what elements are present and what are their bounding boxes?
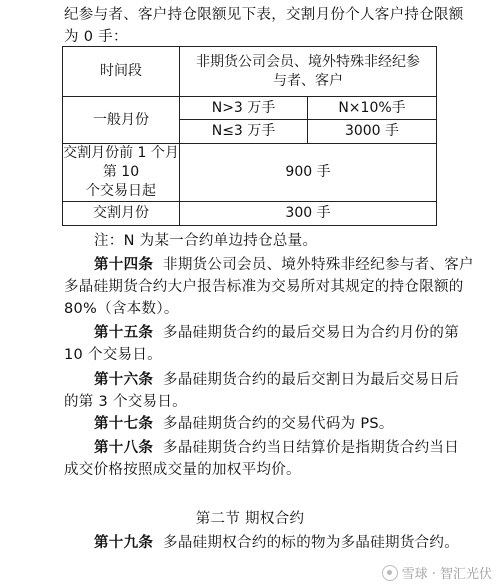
table-row: [63, 202, 437, 226]
table-row: [63, 144, 437, 202]
delivery-limit-cell: 300 手: [180, 202, 437, 226]
general-month-cell: 一般月份: [63, 97, 180, 144]
article-18-label: 第十八条: [94, 440, 154, 456]
header-period: 时间段: [63, 47, 180, 97]
cond-gt-cell: N>3 万手: [180, 97, 308, 120]
article-15-line-2: 10 个交易日。: [64, 347, 162, 363]
article-17-label: 第十七条: [94, 416, 154, 432]
article-14-line-3: 80%（含本数）。: [64, 301, 179, 317]
article-16-line-1: 第十六条 多晶硅期货合约的最后交割日为最后交易日后: [94, 372, 460, 388]
article-16-label: 第十六条: [94, 372, 154, 388]
limit-le-cell: 3000 手: [308, 120, 437, 144]
article-16-line-2: 的第 3 个交易日。: [64, 394, 187, 410]
article-18-line-1: 第十八条 多晶硅期货合约当日结算价是指期货合约当日: [94, 440, 460, 456]
watermark: [382, 563, 492, 582]
article-14-line-1: 第十四条 非期货公司会员、境外特殊非经纪参与者、客户: [94, 257, 474, 273]
watermark-text: 雪球 · 智汇光伏: [401, 567, 492, 582]
delivery-month-cell: 交割月份: [63, 202, 180, 226]
limit-gt-cell: N×10%手: [308, 97, 437, 120]
article-17-line-1: 第十七条 多晶硅期货合约的交易代码为 PS。: [94, 416, 394, 432]
table-header-row: [63, 47, 437, 97]
snowball-logo-icon: [382, 565, 398, 581]
article-19-line-1: 第十九条 多晶硅期权合约的标的物为多晶硅期货合约。: [94, 535, 460, 551]
intro-line-1: 纪参与者、客户持仓限额见下表，交割月份个人客户持仓限额: [64, 7, 464, 23]
pre-delivery-limit-cell: 900 手: [180, 144, 437, 202]
section-heading: 第二节 期权合约: [195, 511, 305, 527]
header-members: 非期货公司会员、境外特殊非经纪参 与者、客户: [180, 47, 437, 97]
cond-le-cell: N≤3 万手: [180, 120, 308, 144]
article-14-label: 第十四条: [94, 257, 154, 273]
position-limit-table: [62, 46, 437, 226]
article-15-line-1: 第十五条 多晶硅期货合约的最后交易日为合约月份的第: [94, 325, 460, 341]
article-18-line-2: 成交价格按照成交量的加权平均价。: [64, 462, 301, 478]
article-14-line-2: 多晶硅期货合约大户报告标准为交易所对其规定的持仓限额的: [64, 279, 464, 295]
pre-delivery-cell: 交割月份前 1 个月第 10 个交易日起: [63, 144, 180, 202]
table-row: [63, 97, 437, 120]
intro-line-2: 为 0 手：: [64, 29, 128, 45]
article-19-label: 第十九条: [94, 535, 154, 551]
table-note: 注：N 为某一合约单边持仓总量。: [94, 233, 318, 249]
article-15-label: 第十五条: [94, 325, 154, 341]
